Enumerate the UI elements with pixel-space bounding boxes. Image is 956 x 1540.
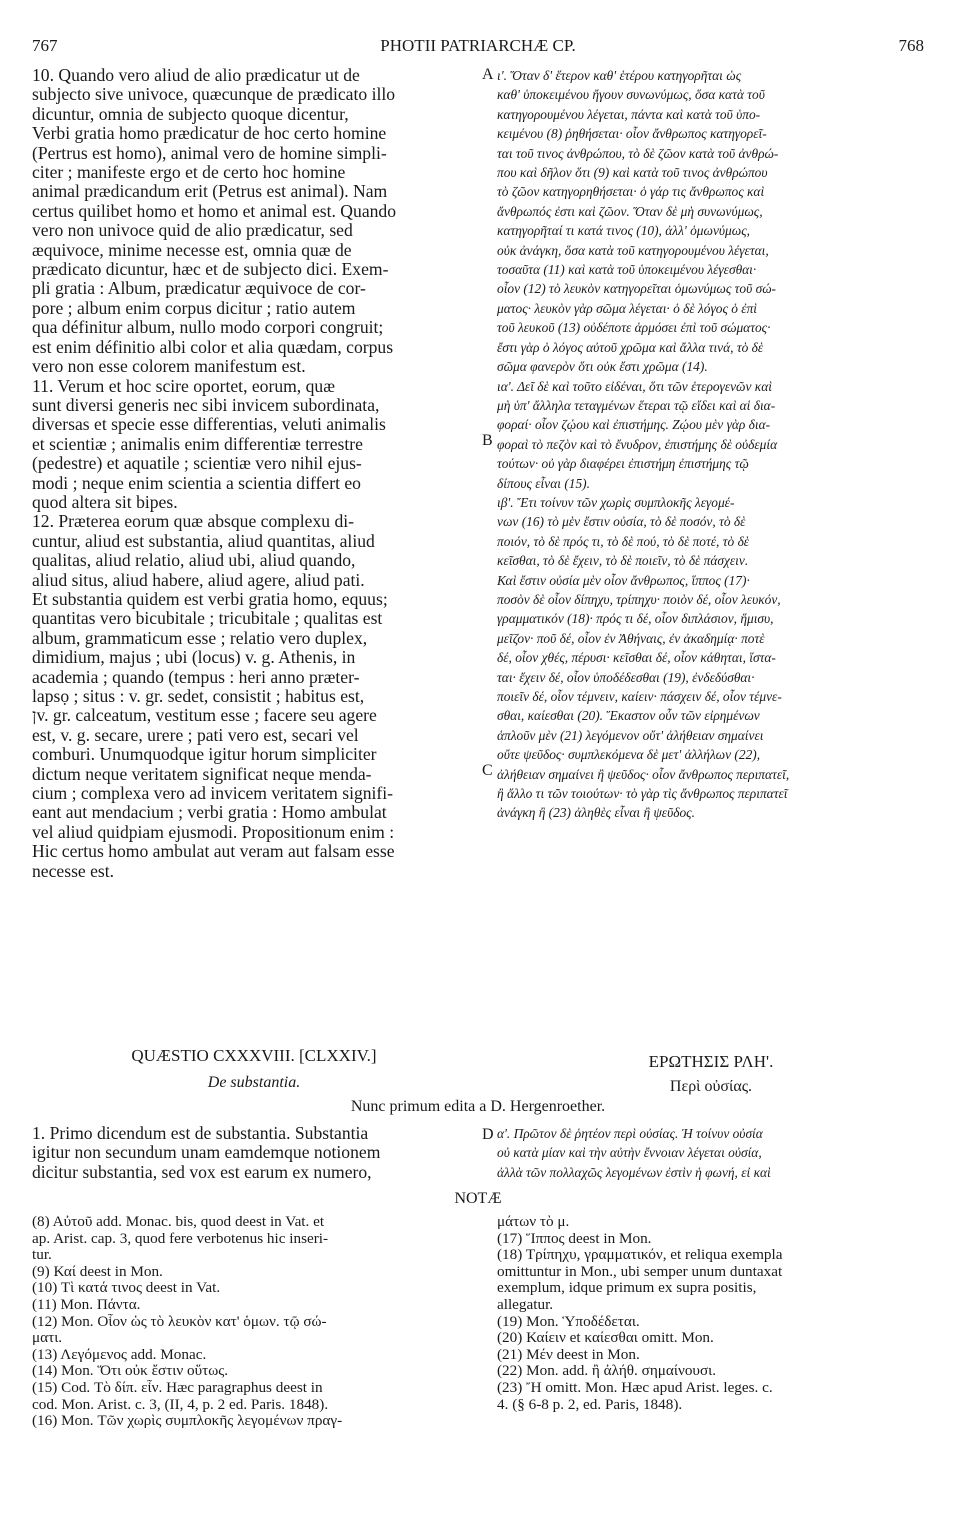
text-line: subjecto sive univoce, quæcunque de prædicato illo [32, 85, 396, 105]
text-line: cuntur, aliud est substantia, aliud quantitas, aliud [32, 531, 375, 551]
text-line: ματος· λευκὸν γὰρ σῶμα λέγεται· ὁ δὲ λόγος ὁ ἐπὶ [497, 300, 757, 316]
text-line: ἔστι γὰρ ὁ λόγος αὐτοῦ χρῶμα καὶ ἄλλα τινά, τὸ δὲ [497, 339, 764, 355]
marker-a: A [482, 66, 494, 83]
text-line: animal prædicandum erit (Petrus est animal). Nam [32, 182, 388, 202]
text-line: (23) Ἤ omitt. Mon. Hæc apud Arist. leges. c. [497, 1379, 773, 1396]
text-line: æquivoce, minime necesse est, omnia quæ de [32, 240, 352, 260]
text-line: (17) Ἵππος deest in Mon. [497, 1230, 652, 1247]
marker-b: B [482, 432, 493, 449]
greek-column-top [497, 66, 925, 823]
marker-c: C [482, 762, 493, 779]
text-line: ap. Arist. cap. 3, quod fere verbotenus hic inseri- [32, 1230, 329, 1247]
text-line: sunt diversi generis nec sibi invicem subordinata, [32, 395, 380, 415]
text-line: κατηγορουμένου λέγεται, πάντα καὶ κατὰ τοῦ ὑπο- [497, 106, 761, 122]
text-line: ια'. Δεῖ δὲ καὶ τοῦτο εἰδέναι, ὅτι τῶν ἑτερογενῶν καὶ [497, 378, 772, 394]
text-line: est, v. g. secare, urere ; pati vero est, secari vel [32, 725, 359, 745]
text-line: tur. [32, 1247, 52, 1264]
text-line: quantitas vero bicubitale ; tricubitale ; qualitas est [32, 609, 383, 629]
notes-right-column [497, 1214, 925, 1413]
text-line: κειμένου (8) ῥηθήσεται· οἷον ἄνθρωπος κατηγορεῖ- [497, 126, 767, 142]
text-line: ται τοῦ τινος ἀνθρώπου, τὸ δὲ ζῶον κατὰ τοῦ ἀνθρώ- [497, 145, 779, 161]
text-line: ἀλλὰ τῶν πολλαχῶς λεγομένων ἐστὶν ἡ φωνή, εἰ καὶ [497, 1164, 771, 1180]
latin-column-top [32, 66, 476, 881]
marker-d: D [482, 1126, 494, 1143]
text-line: φοραί· οἷον ζῴου καὶ ἐπιστήμης. Ζῴου μὲν γὰρ δια- [497, 417, 771, 433]
text-line: exemplum, idque primum ex supra positis, [497, 1280, 757, 1297]
question-greek-title: ΕΡΩΤΗΣΙΣ ΡΛΗ'. [648, 1052, 774, 1071]
greek-column-bottom [497, 1124, 925, 1182]
text-line: ποιόν, τὸ δὲ πρός τι, τὸ δὲ πού, τὸ δὲ ποτέ, τὸ δὲ [497, 533, 750, 549]
text-line: pli gratia : Album, prædicatur æquivoce de cor- [32, 279, 366, 299]
text-line: 12. Præterea eorum quæ absque complexu di- [32, 512, 354, 532]
text-line: (15) Cod. Τὸ δίπ. εἶν. Hæc paragraphus deest in [32, 1379, 323, 1396]
text-line: (20) Καίειν et καίεσθαι omitt. Mon. [497, 1330, 714, 1347]
text-line: μεῖζον· ποῦ δέ, οἷον ἐν Ἀθήναις, ἐν ἀκαδημίᾳ· ποτὲ [497, 630, 765, 646]
text-line: (pedestre) et aquatile ; scientiæ vero nihil ejus- [32, 454, 362, 474]
text-line: citer ; manifeste ergo et de certo hoc homine [32, 163, 346, 183]
text-line: οἷον (12) τὸ λευκὸν κατηγορεῖται ὁμωνύμως τοῦ σώ- [497, 281, 777, 297]
notes-left-column [32, 1214, 476, 1430]
text-line: (13) Λεγόμενος add. Monac. [32, 1346, 207, 1363]
text-line: cod. Mon. Arist. c. 3, (II, 4, p. 2 ed. Paris. 1848). [32, 1396, 329, 1413]
text-line: οὔτε ψεῦδος· συμπλεκόμενα δὲ μετ' ἀλλήλων (22), [497, 747, 761, 763]
text-line: οὐκ ἀνάγκη, ὅσα κατὰ τοῦ κατηγορουμένου λέγεται, [497, 242, 769, 258]
text-line: et scientiæ ; animalis enim differentiæ terrestre [32, 434, 363, 454]
text-line: dictum neque veritatem significat neque menda- [32, 764, 372, 784]
text-line: τούτων· οὐ γὰρ διαφέρει ἐπιστήμη ἐπιστήμης τῷ [497, 456, 749, 472]
text-line: (11) Mon. Πάντα. [32, 1296, 141, 1313]
text-line: (14) Mon. Ὅτι οὐκ ἔστιν οὕτως. [32, 1363, 229, 1380]
text-line: (19) Mon. Ὑποδέδεται. [497, 1313, 640, 1330]
text-line: ποσὸν δὲ οἷον δίπηχυ, τρίπηχυ· ποιὸν δέ, οἷον λευκόν, [497, 591, 781, 607]
text-line: vero non univoce quid de alio prædicatur, sed [32, 221, 353, 241]
text-line: cium ; complexa vero ad invicem veritatem signifi- [32, 784, 394, 804]
text-line: μάτων τὸ μ. [497, 1214, 570, 1230]
text-line: καθ' ὑποκειμένου ἤγουν συνωνύμως, ὅσα κατὰ τοῦ [497, 87, 765, 103]
text-line: ι'. Ὅταν δ' ἕτερον καθ' ἑτέρου κατηγορῆται ὡς [497, 68, 742, 83]
text-line: νων (16) τὸ μὲν ἔστιν οὐσία, τὸ δὲ ποσόν, τὸ δὲ [497, 514, 746, 530]
text-line: τοσαῦτα (11) καὶ κατὰ τοῦ ὑποκειμένου λέγεσθαι· [497, 262, 757, 278]
page-number-right: 768 [898, 36, 924, 55]
text-line: ἀλήθειαν σημαίνει ἢ ψεῦδος· οἷον ἄνθρωπος περιπατεῖ, [497, 766, 790, 782]
text-line: necesse est. [32, 861, 115, 881]
text-line: academia ; quando (tempus : heri anno præter- [32, 667, 360, 687]
text-line: ποιεῖν δέ, οἷον τέμνειν, καίειν· πάσχειν δέ, οἷον τέμνε- [497, 689, 782, 704]
text-line: 4. (§ 6-8 p. 2, ed. Paris, 1848). [497, 1396, 683, 1413]
text-line: dicitur substantia, sed vox est earum ex numero, [32, 1162, 372, 1182]
question-latin-title: QUÆSTIO CXXXVIII. [CLXXIV.] [131, 1046, 377, 1065]
text-line: vel aliud quidpiam ejusmodi. Propositionum enim : [32, 822, 395, 842]
edition-note: Nunc primum edita a D. Hergenroether. [350, 1098, 606, 1115]
text-line: prædicato dicuntur, hæc et de subjecto dici. Exem- [32, 260, 389, 280]
text-line: ἄνθρωπός ἐστι καὶ ζῶον. Ὅταν δὲ μὴ συνωνύμως, [497, 203, 763, 219]
text-line: σῶμα φανερὸν ὅτι οὐκ ἔστι χρῶμα (14). [497, 359, 708, 375]
text-line: eant aut mendacium ; verbi gratia : Homo ambulat [32, 803, 387, 823]
notes-heading: NOTÆ [454, 1190, 502, 1207]
text-line: που καὶ δῆλον ὅτι (9) καὶ κατὰ τοῦ τινος ἀνθρώπου [497, 165, 768, 181]
text-line: comburi. Unumquodque igitur horum simpliciter [32, 745, 377, 765]
text-line: pore ; album enim corpus dicitur ; ratio autem [32, 298, 356, 318]
text-line: μὴ ὑπ' ἄλληλα τεταγμένων ἕτεραι τῷ εἴδει καὶ αἱ δια- [497, 397, 776, 413]
text-line: modi ; neque enim scientia a scientia differt eo [32, 473, 361, 493]
text-line: 10. Quando vero aliud de alio prædicatur ut de [32, 66, 360, 85]
text-line: allegatur. [497, 1296, 554, 1313]
text-line: album, grammaticum esse ; relatio vero duplex, [32, 628, 368, 648]
text-line: Hic certus homo ambulat aut veram aut falsam esse [32, 842, 395, 862]
text-line: οὐ κατὰ μίαν καὶ τὴν αὐτὴν ἔννοιαν λέγεται οὐσία, [497, 1145, 762, 1161]
text-line: (16) Mon. Τῶν χωρὶς συμπλοκῆς λεγομένων πραγ- [32, 1413, 343, 1430]
text-line: ἁπλοῦν μὲν (21) λεγόμενον οὔτ' ἀλήθειαν σημαίνει [497, 727, 764, 743]
text-line: (21) Μέν deest in Mon. [497, 1346, 640, 1363]
text-line: δίπους εἶναι (15). [497, 475, 590, 491]
page-number-left: 767 [32, 36, 58, 55]
running-title: PHOTII PATRIARCHÆ CP. [380, 36, 576, 55]
text-line: dimidium, majus ; ubi (locus) v. g. Athenis, in [32, 648, 356, 668]
latin-column-bottom [32, 1124, 476, 1182]
text-line: omittuntur in Mon., ubi semper unum duntaxat [497, 1263, 783, 1280]
text-line: (18) Τρίπηχυ, γραμματικόν, et reliqua exempla [497, 1247, 783, 1264]
text-line: ἢ ἄλλο τι τῶν τοιούτων· τὸ γὰρ τὶς ἄνθρωπος περιπατεῖ [497, 786, 788, 802]
text-line: κεῖσθαι, τὸ δὲ ἔχειν, τὸ δὲ ποιεῖν, τὸ δὲ πάσχειν. [497, 553, 749, 569]
text-line: aliud situs, aliud habere, aliud agere, aliud pati. [32, 570, 365, 590]
text-line: (10) Τὶ κατά τινος deest in Vat. [32, 1280, 221, 1297]
text-line: (9) Καί deest in Mon. [32, 1263, 163, 1280]
question-greek-subtitle: Περὶ οὐσίας. [669, 1078, 753, 1095]
text-line: (8) Αὐτοῦ add. Monac. bis, quod deest in Vat. et [32, 1214, 325, 1230]
text-line: κατηγορῆταί τι κατά τινος (10), ἀλλ' ὁμωνύμως, [497, 223, 751, 239]
text-line: γραμματικόν (18)· πρός τι δέ, οἷον διπλάσιον, ἥμισυ, [497, 611, 774, 627]
text-line: φοραὶ τὸ πεζὸν καὶ τὸ ἔνυδρον, ἐπιστήμης δὲ οὐδεμία [497, 436, 778, 452]
text-line: qualitas, aliud relatio, aliud ubi, aliud quando, [32, 551, 356, 571]
text-line: 1. Primo dicendum est de substantia. Substantia [32, 1124, 369, 1143]
text-line: τοῦ λευκοῦ (13) οὐδέποτε ἁρμόσει ἐπὶ τοῦ σώματος· [497, 320, 771, 336]
text-line: 11. Verum et hoc scire oportet, eorum, quæ [32, 376, 335, 396]
text-line: ματι. [32, 1330, 63, 1347]
text-line: igitur non secundum unam eamdemque notionem [32, 1143, 381, 1163]
text-line: (22) Mon. add. ἢ ἀλήθ. σημαίνουσι. [497, 1363, 717, 1380]
text-line: σθαι, καίεσθαι (20). Ἕκαστον οὖν τῶν εἰρημένων [497, 708, 760, 724]
text-line: Καὶ ἔστιν οὐσία μὲν οἷον ἄνθρωπος, ἵππος (17)· [497, 572, 750, 588]
text-line: ἀνάγκη ἢ (23) ἀληθὲς εἶναι ἢ ψεῦδος. [497, 805, 695, 821]
text-line: est enim définitio albi color et alia quædam, corpus [32, 337, 394, 357]
text-line: qua définitur album, nullo modo corpori congruit; [32, 318, 384, 338]
question-latin-subtitle: De substantia. [207, 1074, 301, 1091]
text-line: lapsọ ; situs : v. gr. sedet, consistit ; habitus est, [32, 687, 365, 706]
text-line: diversas et specie esse differentias, veluti animalis [32, 415, 386, 435]
text-line: Verbi gratia homo prædicatur de hoc certo homine [32, 124, 387, 144]
text-line: ται· ἔχειν δέ, οἷον ὑποδέδεσθαι (19), ἐνδεδύσθαι· [497, 669, 755, 685]
text-line: certus quilibet homo et homo et animal est. Quando [32, 201, 397, 221]
text-line: (12) Mon. Οἷον ὡς τὸ λευκὸν κατ' ὁμων. τῷ σώ- [32, 1313, 327, 1330]
text-line: quod altera sit bipes. [32, 492, 178, 512]
text-line: vero non esse colorem manifestum est. [32, 357, 306, 377]
text-line: ןv. gr. calceatum, vestitum esse ; facere seu agere [32, 706, 377, 726]
text-line: τὸ ζῶον κατηγορηθήσεται· ὁ γάρ τις ἄνθρωπος καὶ [497, 184, 765, 200]
text-line: α'. Πρῶτον δὲ ῥητέον περὶ οὐσίας. Ἡ τοίνυν οὐσία [497, 1126, 763, 1141]
text-line: Et substantia quidem est verbi gratia homo, equus; [32, 589, 388, 609]
text-line: ιβ'. Ἔτι τοίνυν τῶν χωρὶς συμπλοκῆς λεγομέ- [497, 494, 735, 510]
text-line: δέ, οἷον χθές, πέρυσι· κεῖσθαι δέ, οἷον κάθηται, ἵστα- [497, 650, 776, 666]
text-line: (Pertrus est homo), animal vero de homine simpli- [32, 143, 387, 163]
text-line: dicuntur, omnia de subjecto quoque dicentur, [32, 104, 349, 124]
